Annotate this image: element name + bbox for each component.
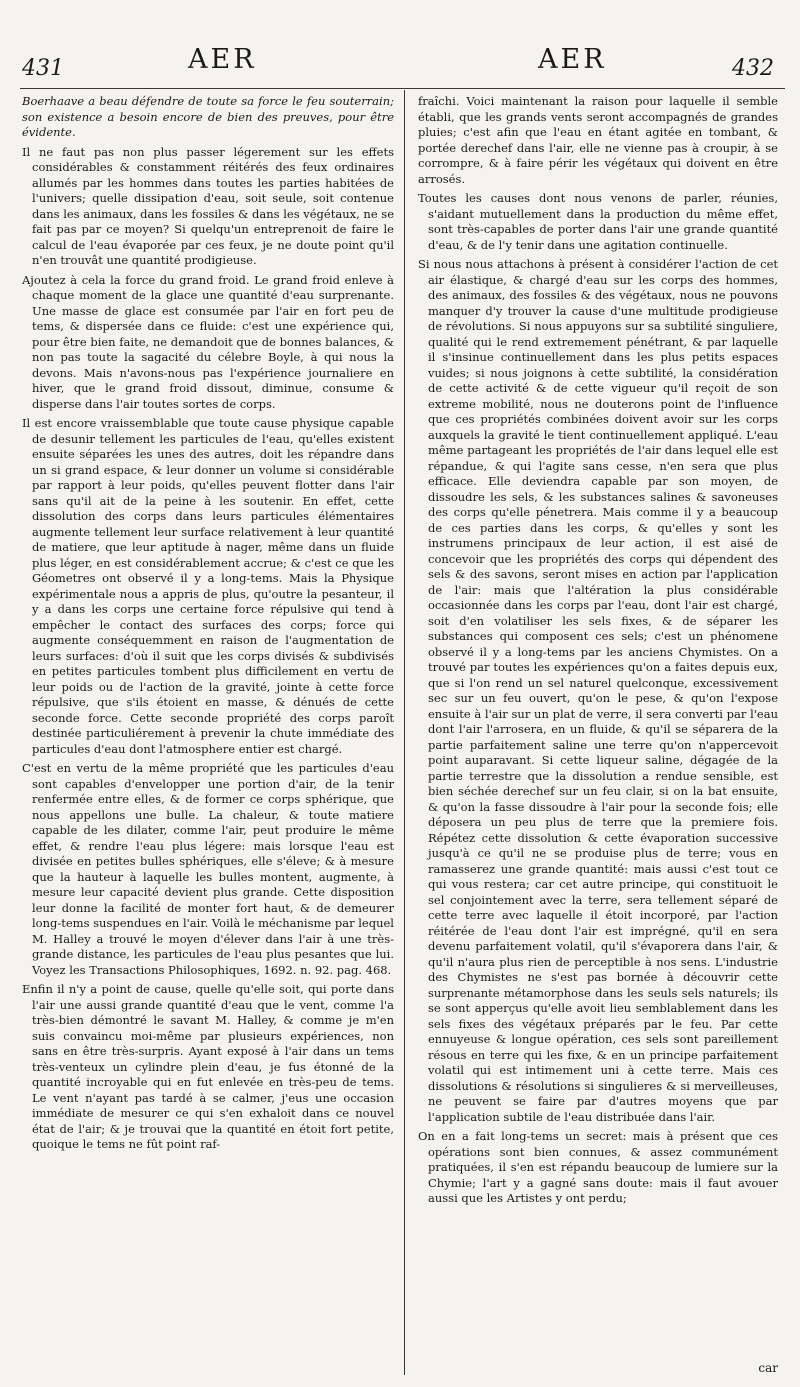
catchword: car [758, 1361, 778, 1375]
header-rule [20, 88, 785, 89]
left-column [22, 94, 394, 1157]
paragraph: C'est en vertu de la même propriété que les particules d'eau sont capables d'envelopper une portion d'air, de la tenir renfermée entre elles, & de former ce corps sphérique, que nous appellons une bulle. La chaleur, & toute matiere capable de les dilater, comme l'air, peut produire le même effet, & rendre l'eau plus légere: mais lorsque l'eau est divisée en petites bulles sphériques, elle s'éleve; & à mesure que la hauteur à laquelle les bulles montent, augmente, à mesure leur capacité devient plus grande. Cette disposition leur donne la facilité de monter fort haut, & de demeurer long-tems suspendues en l'air. Voilà le méchanisme par lequel M. Halley a trouvé le moyen d'élever dans l'air à une très-grande distance, les particules de l'eau plus pesantes que lui. Voyez les Transactions Philosophiques, 1692. n. 92. pag. 468. [22, 761, 394, 977]
paragraph: On en a fait long-tems un secret: mais à présent que ces opérations sont bien connues, & assez communément pratiquées, il s'en est répandu beaucoup de lumiere sur la Chymie; l'art y a gagné sans doute: mais il faut avouer aussi que les Artistes y ont perdu; [418, 1129, 778, 1205]
page-number-right: 432 [732, 56, 774, 81]
column-rule [404, 90, 405, 1375]
running-head-right: AER [538, 44, 607, 75]
paragraph: fraîchi. Voici maintenant la raison pour laquelle il semble établi, que les grands vents seront accompagnés de grandes pluies; c'est afin que l'eau en étant agitée en tombant, & portée derechef dans l'air, elle ne vienne pas à croupir, à se corrompre, & à faire périr les végétaux qui doivent en être arrosés. [418, 94, 778, 186]
paragraph: Ajoutez à cela la force du grand froid. Le grand froid enleve à chaque moment de la glace une quantité d'eau surprenante. Une masse de glace est consumée par l'air en fort peu de tems, & dispersée dans ce fluide: c'est une expérience qui, pour être bien faite, ne demandoit que de bonnes balances, & non pas toute la sagacité du célebre Boyle, à qui nous la devons. Mais n'avons-nous pas l'expérience journaliere en hiver, que le grand froid dissout, diminue, consume & disperse dans l'air toutes sortes de corps. [22, 272, 394, 411]
paragraph: Enfin il n'y a point de cause, quelle qu'elle soit, qui porte dans l'air une aussi grande quantité d'eau que le vent, comme l'a très-bien démontré le savant M. Halley, & comme je m'en suis convaincu moi-même par plusieurs expériences, non sans en être très-surpris. Ayant exposé à l'air dans un tems très-venteux un cylindre plein d'eau, je fus étonné de la quantité incroyable qui en fut enlevée en très-peu de tems. Le vent n'ayant pas tardé à se calmer, j'eus une occasion immédiate de mesurer ce qui s'en exhaloit dans ce nouvel état de l'air; & je trouvai que la quantité en étoit fort petite, quoique le tems ne fût point raf- [22, 982, 394, 1151]
right-column [418, 94, 778, 1211]
paragraph: Il est encore vraissemblable que toute cause physique capable de desunir tellement les particules de l'eau, qu'elles existent ensuite séparées les unes des autres, doit les répandre dans un si grand espace, & leur donner un volume si considérable par rapport à leur poids, qu'elles peuvent flotter dans l'air sans qu'il ait de la peine à les soutenir. En effet, cette dissolution des corps dans leurs particules élémentaires augmente tellement leur surface relativement à leur quantité de matiere, que leur aptitude à nager, même dans un fluide plus léger, en est considérablement accrue; & c'est ce que les Géometres ont observé il y a long-tems. Mais la Physique expérimentale nous a appris de plus, qu'outre la pesanteur, il y a dans les corps une certaine force répulsive qui tend à empêcher le contact des surfaces des corps; force qui augmente conséquemment en raison de l'augmentation de leurs surfaces: d'où il suit que les corps divisés & subdivisés en petites particules tombent plus difficilement en vertu de leur poids ou de l'action de la gravité, jointe à cette force répulsive, que s'ils étoient en masse, & dénués de cette seconde force. Cette seconde propriété des corps paroît destinée particuliérement à prevenir la chute immédiate des particules d'eau dont l'atmosphere entier est chargé. [22, 416, 394, 756]
intro-note: Boerhaave a beau défendre de toute sa force le feu souterrain; son existence a besoin encore de bien des preuves, pour être évidente. [22, 94, 394, 139]
paragraph: Il ne faut pas non plus passer légerement sur les effets considérables & constamment réitérés des feux ordinaires allumés par les hommes dans toutes les parties habitées de l'univers; quelle dissipation d'eau, soit seule, soit contenue dans les animaux, dans les fossiles & dans les végétaux, ne se fait pas par ce moyen? Si quelqu'un entreprenoit de faire le calcul de l'eau évaporée par ces feux, je ne doute point qu'il n'en trouvât une quantité prodigieuse. [22, 144, 394, 267]
running-head-left: AER [188, 44, 257, 75]
paragraph: Toutes les causes dont nous venons de parler, réunies, s'aidant mutuellement dans la production du même effet, sont très-capables de porter dans l'air une grande quantité d'eau, & de l'y tenir dans une agitation continuelle. [418, 191, 778, 252]
page-number-left: 431 [22, 56, 64, 81]
paragraph: Si nous nous attachons à présent à considérer l'action de cet air élastique, & chargé d'eau sur les corps des hommes, des animaux, des fossiles & des végétaux, nous ne pouvons manquer d'y trouver la cause d'une multitude prodigieuse de révolutions. Si nous appuyons sur sa subtilité singuliere, qualité qui le rend extremement pénétrant, & par laquelle il s'insinue continuellement dans les plus petits espaces vuides; si nous joignons à cette subtilité, la considération de cette activité & de cette vigueur qu'il reçoit de son extreme mobilité, nous ne douterons point de l'influence que ces propriétés combinées doivent avoir sur les corps auxquels la gravité le tient continuellement appliqué. L'eau même partageant les propriétés de l'air dans lequel elle est répandue, & qui l'agite sans cesse, n'en sera que plus efficace. Elle deviendra capable par son moyen, de dissoudre les sels, & les substances salines & savoneuses des corps qu'elle pénetrera. Mais comme il y a beaucoup de ces parties dans les corps, & qu'elles y sont les instrumens principaux de leur action, il est aisé de concevoir que les propriétés des corps qui dépendent des sels & des savons, seront mises en action par l'application de l'air: mais que l'altération la plus considérable occasionnée dans les corps par l'eau, dont l'air est chargé, soit d'en volatiliser les sels fixes, & de séparer les substances qui composent ces sels; c'est un phénomene observé il y a long-tems par les anciens Chymistes. On a trouvé par toutes les expériences qu'on a faites depuis eux, que si l'on rend un sel naturel quelconque, excessivement sec sur un feu ouvert, qu'on le pese, & qu'on l'expose ensuite à l'air sur un plat de verre, il sera converti par l'eau dont l'air l'arrosera, en un fluide, & qu'il se séparera de la partie parfaitement saline une terre qu'on n'appercevoit point auparavant. Si cette liqueur saline, dégagée de la partie terrestre que la dissolution a rendue sensible, est bien séchée derechef sur un feu clair, si on la bat ensuite, & qu'on la fasse dissoudre à l'air pour la seconde fois; elle déposera un peu plus de terre que la premiere fois. Répétez cette dissolution & cette évaporation successive jusqu'à ce qu'il ne se produise plus de terre; vous en ramasserez une grande quantité: mais aussi c'est tout ce qui vous restera; car cet autre principe, qui constituoit le sel conjointement avec la terre, sera tellement séparé de cette terre avec laquelle il étoit incorporé, par l'action réitérée de l'eau dont l'air est imprégné, qu'il en sera devenu parfaitement volatil, qu'il s'évaporera dans l'air, & qu'il n'aura plus rien de perceptible à nos sens. L'industrie des Chymistes ne s'est pas bornée à découvrir cette surprenante métamorphose dans les seuls sels naturels; ils se sont apperçus qu'elle avoit lieu semblablement dans les sels fixes des végétaux préparés par le feu. Par cette ennuyeuse & longue opération, ces sels sont pareillement résous en terre qui les fixe, & en un principe parfaitement volatil qui est intimement uni à cette terre. Mais ces dissolutions & résolutions si singulieres & si merveilleuses, ne peuvent se faire par d'autres moyens que par l'application subtile de l'eau distribuée dans l'air. [418, 257, 778, 1124]
